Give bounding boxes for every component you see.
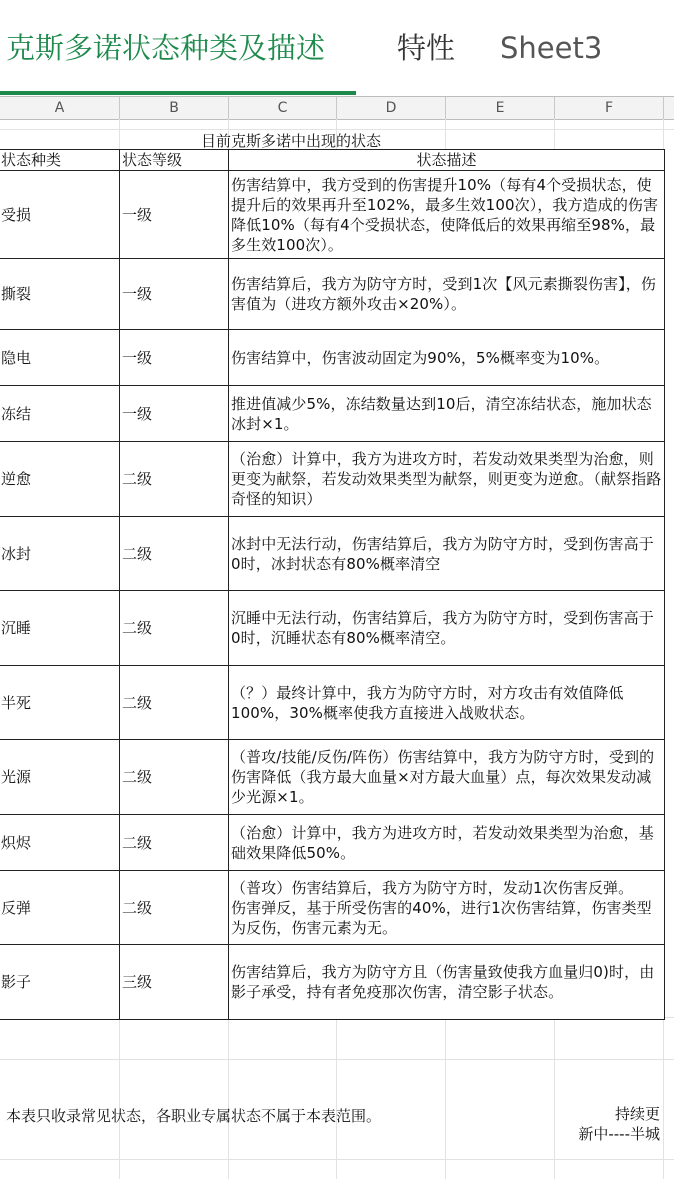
status-desc[interactable]: （普攻/技能/反伤/阵伤）伤害结算中，我方为防守方时，受到的伤害降低（我方最大血量×对方最大血量）点，每次效果发动减少光源×1。 [229,740,665,815]
status-desc[interactable]: 伤害结算中，伤害波动固定为90%，5%概率变为10%。 [229,330,665,386]
status-level[interactable]: 二级 [120,666,229,740]
table-row [0,666,665,740]
author-line-1: 持续更 [614,1105,660,1123]
table-row [0,591,665,666]
tab-status-types[interactable]: 克斯多诺状态种类及描述 [6,31,326,65]
header-status-desc: 状态描述 [229,150,665,171]
table-row [0,740,665,815]
table-row [0,259,665,330]
status-desc[interactable]: 冰封中无法行动，伤害结算后，我方为防守方时，受到伤害高于0时，冰封状态有80%概率清空 [229,517,665,591]
column-header-d[interactable]: D [337,97,446,119]
column-header-bar [0,96,674,120]
tab-sheet3[interactable]: Sheet3 [500,31,603,65]
column-header-b[interactable]: B [120,97,229,119]
status-level[interactable]: 三级 [120,945,229,1020]
table-row [0,871,665,945]
status-desc[interactable]: 沉睡中无法行动，伤害结算后，我方为防守方时，受到伤害高于0时，沉睡状态有80%概率清空。 [229,591,665,666]
active-tab-indicator [0,91,356,95]
footer-note[interactable]: 本表只收录常见状态，各职业专属状态不属于本表范围。 [6,1107,382,1125]
table-row [0,171,665,259]
status-level[interactable]: 一级 [120,259,229,330]
column-header-f[interactable]: F [555,97,664,119]
tab-traits[interactable]: 特性 [397,31,456,65]
status-level[interactable]: 二级 [120,815,229,871]
column-header-c[interactable]: C [229,97,337,119]
header-status-level: 状态等级 [120,150,229,171]
status-name[interactable]: 逆愈 [0,442,120,517]
header-status-type: 状态种类 [0,150,120,171]
column-header-e[interactable]: E [446,97,555,119]
status-name[interactable]: 炽烬 [0,815,120,871]
sheet-grid[interactable] [0,119,674,1179]
status-name[interactable]: 半死 [0,666,120,740]
status-level[interactable]: 一级 [120,386,229,442]
status-name[interactable]: 受损 [0,171,120,259]
status-name[interactable]: 隐电 [0,330,120,386]
author-line-2: 新中----半城 [578,1125,660,1143]
status-desc[interactable]: （？）最终计算中，我方为防守方时，对方攻击有效值降低100%，30%概率使我方直接进入战败状态。 [229,666,665,740]
status-desc[interactable]: （治愈）计算中，我方为进攻方时，若发动效果类型为治愈，基础效果降低50%。 [229,815,665,871]
status-level[interactable]: 二级 [120,871,229,945]
status-name[interactable]: 光源 [0,740,120,815]
status-name[interactable]: 反弹 [0,871,120,945]
status-name[interactable]: 影子 [0,945,120,1020]
status-level[interactable]: 一级 [120,330,229,386]
table-row [0,386,665,442]
sheet-tab-bar [0,0,674,96]
status-level[interactable]: 二级 [120,442,229,517]
table-row [0,945,665,1020]
status-name[interactable]: 沉睡 [0,591,120,666]
status-desc[interactable]: （普攻）伤害结算后，我方为防守方时，发动1次伤害反弹。 伤害弹反，基于所受伤害的40%，进行1次伤害结算，伤害类型为反伤，伤害元素为无。 [229,871,665,945]
author-note[interactable] [578,1104,660,1144]
status-desc[interactable]: （治愈）计算中，我方为进攻方时，若发动效果类型为治愈，则更变为献祭，若发动效果类型为献祭，则更变为逆愈。（献祭指路奇怪的知识） [229,442,665,517]
status-desc[interactable]: 伤害结算后，我方为防守方时，受到1次【风元素撕裂伤害】，伤害值为（进攻方额外攻击×20%）。 [229,259,665,330]
status-level[interactable]: 二级 [120,740,229,815]
column-header-a[interactable]: A [0,97,120,119]
status-name[interactable]: 冻结 [0,386,120,442]
status-desc[interactable]: 伤害结算后，我方为防守方且（伤害量致使我方血量归0)时，由影子承受，持有者免疫那次伤害，清空影子状态。 [229,945,665,1020]
status-name[interactable]: 冰封 [0,517,120,591]
table-row [0,815,665,871]
status-table [0,149,665,1020]
table-row [0,517,665,591]
status-level[interactable]: 一级 [120,171,229,259]
status-level[interactable]: 二级 [120,591,229,666]
status-desc[interactable]: 伤害结算中，我方受到的伤害提升10%（每有4个受损状态，使提升后的效果再升至102%，最多生效100次），我方造成的伤害降低10%（每有4个受损状态，使降低后的效果再缩至98%，最多生效100次）。 [229,171,665,259]
table-row [0,330,665,386]
status-level[interactable]: 二级 [120,517,229,591]
status-desc[interactable]: 推进值减少5%，冻结数量达到10后，清空冻结状态，施加状态冰封×1。 [229,386,665,442]
status-name[interactable]: 撕裂 [0,259,120,330]
table-row [0,442,665,517]
table-header-row [0,150,665,171]
table-title: 目前克斯多诺中出现的状态 [200,132,381,150]
